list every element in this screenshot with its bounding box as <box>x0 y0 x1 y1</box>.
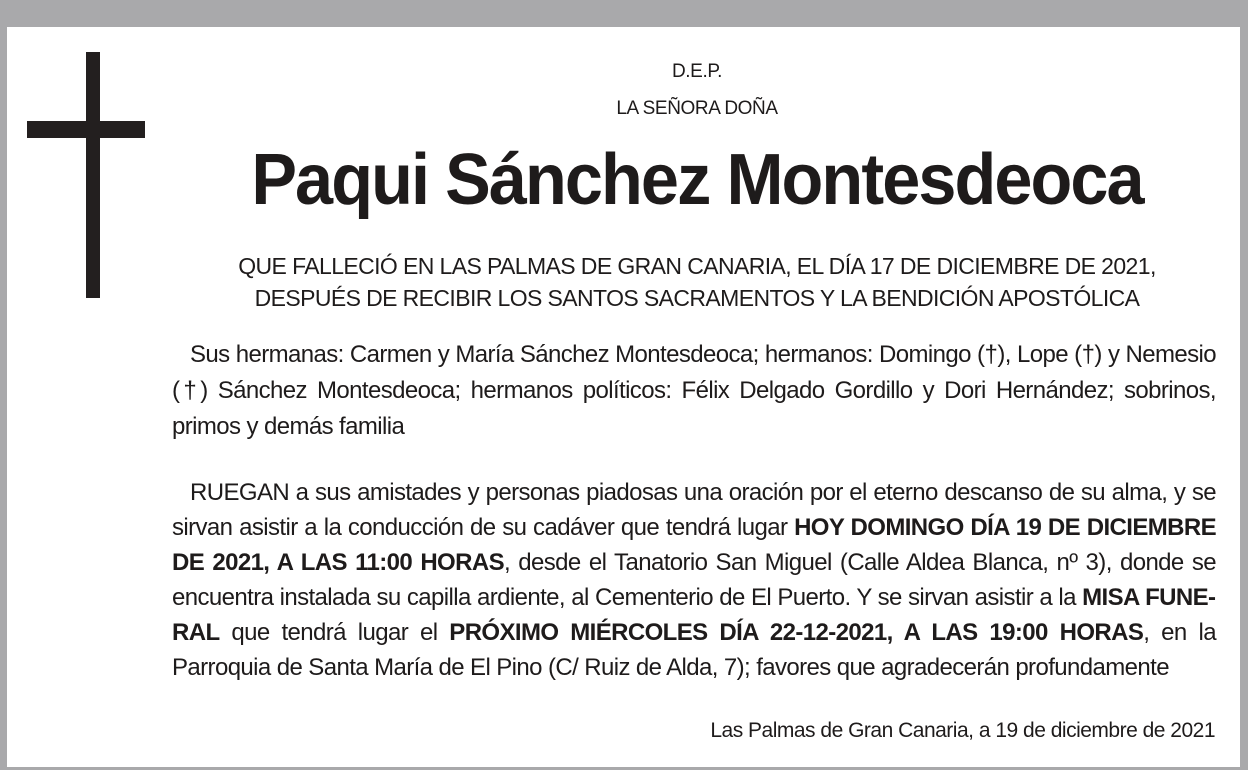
request-text-4: , en la Parroquia de Santa María de El Pino (C/ Ruiz de Alda, 7); favores que agradecerán profundamente <box>172 619 1216 681</box>
request-paragraph <box>172 475 1216 685</box>
request-bold-mass: MISA FUNERAL <box>172 584 1216 646</box>
deceased-name: Paqui Sánchez Montesdeoca <box>251 140 1143 220</box>
cross-horizontal-bar <box>27 121 145 138</box>
request-bold-mass-date: PRÓXIMO MIÉRCOLES DÍA 22-12-2021, A LAS 19:00 HORAS <box>449 619 1144 646</box>
cross-vertical-bar <box>86 52 100 298</box>
request-text-2: , desde el Tanatorio San Miguel (Calle Aldea Blanca, nº 3), donde se encuentra instalada su capilla ardiente, al Cementerio de El Puerto. Y se sirvan asistir a la <box>172 549 1217 611</box>
death-line-2: DESPUÉS DE RECIBIR LOS SANTOS SACRAMENTOS Y LA BENDICIÓN APOSTÓLICA <box>254 285 1140 311</box>
place-date: Las Palmas de Gran Canaria, a 19 de diciembre de 2021 <box>710 719 1215 742</box>
request-text-3: que tendrá lugar el <box>219 619 450 646</box>
death-line-1: QUE FALLECIÓ EN LAS PALMAS DE GRAN CANARIA, EL DÍA 17 DE DICIEMBRE DE 2021, <box>238 253 1156 279</box>
obituary-card <box>7 27 1240 767</box>
title-prefix: LA SEÑORA DOÑA <box>616 98 778 119</box>
family-paragraph: Sus hermanas: Carmen y María Sánchez Montesdeoca; hermanos: Domingo (†), Lope (†) y Nemesio (†) Sánchez Montesdeoca; hermanos políticos: Félix Delgado Gordillo y Dori Hernández; sobrinos, primos y demás familia <box>172 341 1216 440</box>
request-bold-date: HOY DOMINGO DÍA 19 DE DICIEMBRE DE 2021, A LAS 11:00 HORAS <box>172 514 1217 576</box>
request-text-1: RUEGAN a sus amistades y personas piadosas una oración por el eterno descanso de su alma, y se sirvan asistir a la conducción de su cadáver que tendrá lugar <box>172 479 1216 541</box>
dep-heading: D.E.P. <box>671 61 723 82</box>
